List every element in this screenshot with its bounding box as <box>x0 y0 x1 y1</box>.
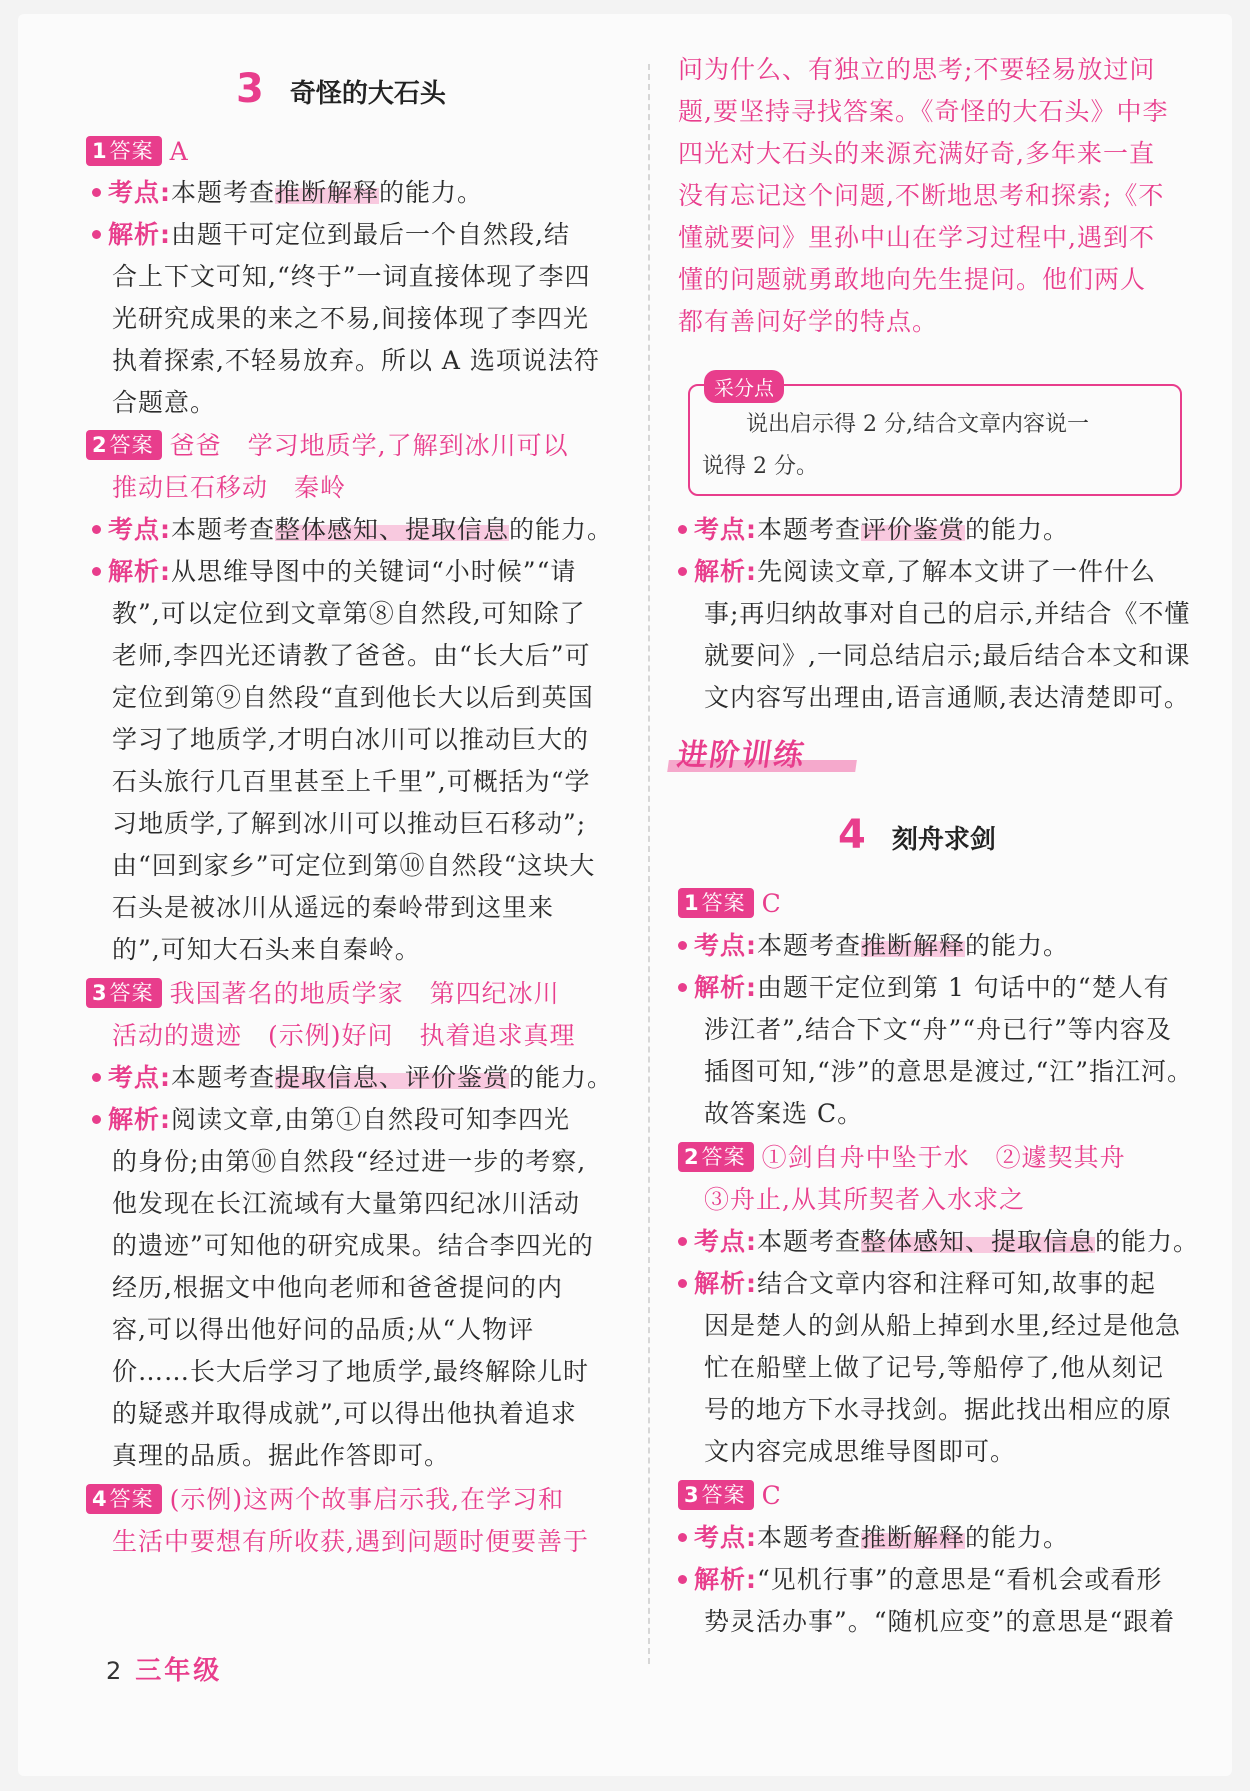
r2-kaodian: 考点:本题考查整体感知、提取信息的能力。 <box>678 1220 1194 1264</box>
advanced-training-heading: 进阶训练 <box>675 730 851 774</box>
text-line: 号的地方下水寻找剑。据此找出相应的原 <box>704 1395 1173 1424</box>
bullet-dot-icon <box>678 525 687 534</box>
score-points-box <box>688 376 1182 496</box>
q3-answer: 3答案 我国著名的地质学家 第四纪冰川 <box>86 972 636 1016</box>
page-number: 2 <box>106 1657 122 1685</box>
answer-tag: 3答案 <box>86 978 162 1008</box>
r3-kaodian: 考点:本题考查推断解释的能力。 <box>678 1516 1194 1560</box>
text-line: 插图可知,“涉”的意思是渡过,“江”指江河。 <box>704 1057 1194 1086</box>
q1-jiexi: 解析:由题干可定位到最后一个自然段,结 <box>86 213 636 257</box>
text-line: 的”,可知大石头来自秦岭。 <box>112 935 421 964</box>
q2-kaodian: 考点:本题考查整体感知、提取信息的能力。 <box>86 508 636 552</box>
q2-answer: 2答案 爸爸 学习地质学,了解到冰川可以 <box>86 424 636 468</box>
text-line: 的遗迹”可知他的研究成果。结合李四光的 <box>112 1231 594 1260</box>
text-line: 忙在船壁上做了记号,等船停了,他从刻记 <box>704 1353 1164 1382</box>
text-line: 因是楚人的剑从船上掉到水里,经过是他急 <box>704 1311 1181 1340</box>
text-line: 都有善问好学的特点。 <box>678 307 939 336</box>
text-line: 说得 2 分。 <box>702 454 818 479</box>
text-line: 文内容完成思维导图即可。 <box>704 1437 1017 1466</box>
bullet-dot-icon <box>678 1237 687 1246</box>
q4-jiexi: 解析:先阅读文章,了解本文讲了一件什么 <box>678 550 1194 594</box>
text-line: 故答案选 C。 <box>704 1099 864 1128</box>
bullet-dot-icon <box>92 230 101 239</box>
answer-tag: 2答案 <box>678 1142 754 1172</box>
text-line: 习地质学,了解到冰川可以推动巨石移动”; <box>112 809 587 838</box>
r2-jiexi: 解析:结合文章内容和注释可知,故事的起 <box>678 1262 1194 1306</box>
q3-jiexi: 解析:阅读文章,由第①自然段可知李四光 <box>86 1098 636 1142</box>
text-line: 问为什么、有独立的思考;不要轻易放过问 <box>678 55 1156 84</box>
text-line: 四光对大石头的来源充满好奇,多年来一直 <box>678 139 1155 168</box>
bullet-dot-icon <box>678 1533 687 1542</box>
text-line: 定位到第⑨自然段“直到他长大以后到英国 <box>112 683 594 712</box>
text-line: 说出启示得 2 分,结合文章内容说一 <box>746 412 1089 437</box>
r2-answer: 2答案 ①剑自舟中坠于水 ②遽契其舟 <box>678 1136 1194 1180</box>
text-line: 合题意。 <box>112 388 217 417</box>
bullet-dot-icon <box>678 567 687 576</box>
text-line: 文内容写出理由,语言通顺,表达清楚即可。 <box>704 683 1190 712</box>
text-line: 学习了地质学,才明白冰川可以推动巨大的 <box>112 725 589 754</box>
r1-answer: 1答案 C <box>678 882 1194 926</box>
bullet-dot-icon <box>92 1115 101 1124</box>
text-line: 就要问》,一同总结启示;最后结合本文和课 <box>704 641 1191 670</box>
q3-kaodian: 考点:本题考查提取信息、评价鉴赏的能力。 <box>86 1056 636 1100</box>
r3-answer: 3答案 C <box>678 1474 1194 1518</box>
text-line: 事;再归纳故事对自己的启示,并结合《不懂 <box>704 599 1191 628</box>
answer-tag: 3答案 <box>678 1480 754 1510</box>
bullet-dot-icon <box>678 941 687 950</box>
text-line: 合上下文可知,“终于”一词直接体现了李四 <box>112 262 591 291</box>
q2-jiexi: 解析:从思维导图中的关键词“小时候”“请 <box>86 550 636 594</box>
text-line: 的身份;由第⑩自然段“经过进一步的考察, <box>112 1147 587 1176</box>
text-line: 涉江者”,结合下文“舟”“舟已行”等内容及 <box>704 1015 1172 1044</box>
text-line: 石头是被冰川从遥远的秦岭带到这里来 <box>112 893 555 922</box>
text-line: ③舟止,从其所契者入水求之 <box>704 1185 1025 1214</box>
grade-label: 三年级 <box>135 1656 223 1686</box>
answer-tag: 4答案 <box>86 1484 162 1514</box>
bullet-dot-icon <box>92 188 101 197</box>
answer-tag: 1答案 <box>86 136 162 166</box>
text-line: 生活中要想有所收获,遇到问题时便要善于 <box>112 1527 589 1556</box>
section-4-title: 4 刻舟求剑 <box>838 812 996 858</box>
score-points-tag: 采分点 <box>704 370 784 403</box>
page-footer <box>106 1650 222 1687</box>
q4-kaodian: 考点:本题考查评价鉴赏的能力。 <box>678 508 1194 552</box>
section-3-title: 3 奇怪的大石头 <box>236 66 446 112</box>
text-line: 经历,根据文中他向老师和爸爸提问的内 <box>112 1273 563 1302</box>
text-line: 价……长大后学习了地质学,最终解除儿时 <box>112 1357 589 1386</box>
text-line: 懂就要问》里孙中山在学习过程中,遇到不 <box>678 223 1155 252</box>
r1-kaodian: 考点:本题考查推断解释的能力。 <box>678 924 1194 968</box>
bullet-dot-icon <box>678 1575 687 1584</box>
answer-page <box>18 14 1232 1776</box>
bullet-dot-icon <box>92 1073 101 1082</box>
q1-answer: 1答案 A <box>86 130 636 174</box>
text-line: 教”,可以定位到文章第⑧自然段,可知除了 <box>112 599 586 628</box>
text-line: 容,可以得出他好问的品质;从“人物评 <box>112 1315 535 1344</box>
text-line: 石头旅行几百里甚至上千里”,可概括为“学 <box>112 767 591 796</box>
text-line: 没有忘记这个问题,不断地思考和探索;《不 <box>678 181 1165 210</box>
text-line: 活动的遗迹 (示例)好问 执着追求真理 <box>112 1021 576 1050</box>
bullet-dot-icon <box>92 525 101 534</box>
answer-tag: 1答案 <box>678 888 754 918</box>
text-line: 执着探索,不轻易放弃。所以 A 选项说法符 <box>112 346 600 375</box>
r3-jiexi: 解析:“见机行事”的意思是“看机会或看形 <box>678 1558 1194 1602</box>
answer-tag: 2答案 <box>86 430 162 460</box>
text-line: 势灵活办事”。“随机应变”的意思是“跟着 <box>704 1607 1176 1636</box>
text-line: 推动巨石移动 秦岭 <box>112 473 347 502</box>
bullet-dot-icon <box>678 983 687 992</box>
text-line: 懂的问题就勇敢地向先生提问。他们两人 <box>678 265 1147 294</box>
text-line: 他发现在长江流域有大量第四纪冰川活动 <box>112 1189 581 1218</box>
text-line: 老师,李四光还请教了爸爸。由“长大后”可 <box>112 641 591 670</box>
bullet-dot-icon <box>92 567 101 576</box>
text-line: 题,要坚持寻找答案。《奇怪的大石头》中李 <box>678 97 1169 126</box>
bullet-dot-icon <box>678 1279 687 1288</box>
text-line: 的疑惑并取得成就”,可以得出他执着追求 <box>112 1399 577 1428</box>
text-line: 光研究成果的来之不易,间接体现了李四光 <box>112 304 589 333</box>
r1-jiexi: 解析:由题干定位到第 1 句话中的“楚人有 <box>678 966 1194 1010</box>
column-divider <box>648 64 650 1664</box>
text-line: 由“回到家乡”可定位到第⑩自然段“这块大 <box>112 851 596 880</box>
text-line: 真理的品质。据此作答即可。 <box>112 1441 451 1470</box>
q1-kaodian: 考点:本题考查推断解释的能力。 <box>86 171 636 215</box>
q4-answer: 4答案 (示例)这两个故事启示我,在学习和 <box>86 1478 636 1522</box>
